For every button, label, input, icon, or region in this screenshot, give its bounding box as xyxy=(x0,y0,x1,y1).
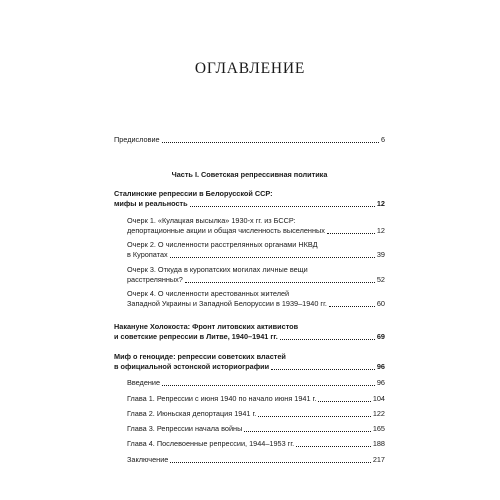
toc-item[interactable] xyxy=(127,378,385,388)
toc-entry-label-line2: мифы и реальность xyxy=(114,199,188,208)
toc-item[interactable] xyxy=(127,289,385,309)
toc-entry-label-line1: Миф о геноциде: репрессии советских властей xyxy=(114,352,286,361)
toc-page-number: 165 xyxy=(372,424,385,433)
toc-page-number: 60 xyxy=(376,299,385,308)
toc-entry-label: Глава 1. Репрессии с июня 1940 по начало июня 1941 г. xyxy=(127,394,317,403)
toc-entry-preface[interactable] xyxy=(114,135,385,145)
toc-page-number: 188 xyxy=(372,439,385,448)
leader-dots xyxy=(271,368,375,370)
leader-dots xyxy=(327,232,375,234)
toc-page-number: 217 xyxy=(372,455,385,464)
toc-item[interactable] xyxy=(127,455,385,465)
toc-entry-label-line1: Очерк 2. О численности расстрелянных органами НКВД xyxy=(127,240,318,249)
toc-entry-label: Глава 4. Послевоенные репрессии, 1944–1953 гг. xyxy=(127,439,295,448)
leader-dots xyxy=(329,305,375,307)
toc-page-number: 122 xyxy=(372,409,385,418)
toc-item[interactable] xyxy=(127,240,385,260)
toc-entry-label: Заключение xyxy=(127,455,169,464)
toc-page-number: 96 xyxy=(376,378,385,387)
toc-item[interactable] xyxy=(127,409,385,419)
toc-item[interactable] xyxy=(127,424,385,434)
toc-entry-label-line2: в официальной эстонской историографии xyxy=(114,362,270,371)
toc-entry-label-line1: Сталинские репрессии в Белорусской ССР: xyxy=(114,189,273,198)
leader-dots xyxy=(318,400,370,402)
toc-entry-label: Глава 3. Репрессии начала войны xyxy=(127,424,243,433)
leader-dots xyxy=(162,141,379,143)
toc-item[interactable] xyxy=(127,265,385,285)
toc-entry-label-line2: Западной Украины и Западной Белоруссии в 1939–1940 гг. xyxy=(127,299,327,308)
leader-dots xyxy=(185,281,375,283)
toc-entry-label-line1: Накануне Холокоста: Фронт литовских активистов xyxy=(114,322,299,331)
leader-dots xyxy=(170,256,375,258)
leader-dots xyxy=(190,205,375,207)
toc-item[interactable] xyxy=(127,439,385,449)
toc-section-estonia[interactable] xyxy=(114,352,385,372)
toc-page-number: 6 xyxy=(380,135,385,144)
toc-item[interactable] xyxy=(127,394,385,404)
leader-dots xyxy=(296,445,371,447)
leader-dots xyxy=(280,338,375,340)
leader-dots xyxy=(170,461,370,463)
toc-page-number: 69 xyxy=(376,332,385,341)
toc-entry-label: Введение xyxy=(127,378,161,387)
part-heading: Часть I. Советская репрессивная политика xyxy=(171,170,328,179)
leader-dots xyxy=(162,384,375,386)
toc-section-lithuania[interactable] xyxy=(114,322,385,342)
toc-entry-label: Предисловие xyxy=(114,135,160,144)
toc-entry-label: Глава 2. Июньская депортация 1941 г. xyxy=(127,409,257,418)
toc-entry-label-line1: Очерк 4. О численности арестованных жителей xyxy=(127,289,290,298)
toc-entry-label-line2: депортационные акции и общая численность выселенных xyxy=(127,226,325,235)
toc-entry-label-line1: Очерк 1. «Кулацкая высылка» 1930-х гг. из БССР: xyxy=(127,216,296,225)
leader-dots xyxy=(258,415,371,417)
toc-section-belarus[interactable] xyxy=(114,189,385,209)
toc-page-number: 39 xyxy=(376,250,385,259)
toc-page-number: 104 xyxy=(372,394,385,403)
toc-page-number: 96 xyxy=(376,362,385,371)
toc-page-number: 52 xyxy=(376,275,385,284)
toc-page-number: 12 xyxy=(376,199,385,208)
toc-entry-label-line2: в Куропатах xyxy=(127,250,168,259)
toc-entry-label-line2: и советские репрессии в Литве, 1940–1941 гг. xyxy=(114,332,278,341)
toc-page-number: 12 xyxy=(376,226,385,235)
page-title: ОГЛАВЛЕНИЕ xyxy=(194,60,306,77)
toc-entry-label-line1: Очерк 3. Откуда в куропатских могилах личные вещи xyxy=(127,265,308,274)
toc-entry-label-line2: расстрелянных? xyxy=(127,275,183,284)
leader-dots xyxy=(244,430,370,432)
toc-item[interactable] xyxy=(127,216,385,236)
